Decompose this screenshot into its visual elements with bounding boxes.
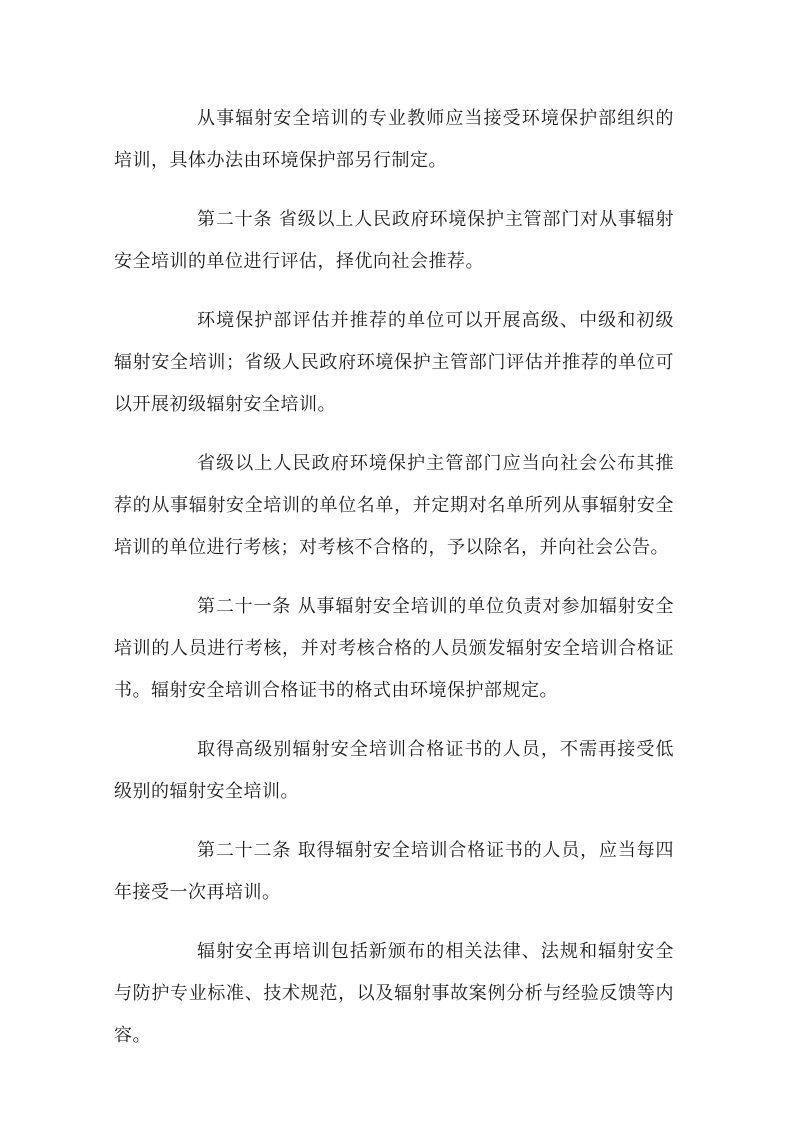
paragraph: 辐射安全再培训包括新颁布的相关法律、法规和辐射安全与防护专业标准、技术规范，以及辐射事故案例分析与经验反馈等内容。	[114, 941, 674, 1046]
paragraph: 省级以上人民政府环境保护主管部门应当向社会公布其推荐的从事辐射安全培训的单位名单，并定期对名单所列从事辐射安全培训的单位进行考核；对考核不合格的，予以除名，并向社会公告。	[114, 453, 674, 558]
article-20-paragraph: 第二十条 省级以上人民政府环境保护主管部门对从事辐射安全培训的单位进行评估，择优向社会推荐。	[114, 209, 674, 272]
paragraph: 从事辐射安全培训的专业教师应当接受环境保护部组织的培训，具体办法由环境保护部另行制定。	[114, 108, 674, 171]
paragraph: 环境保护部评估并推荐的单位可以开展高级、中级和初级辐射安全培训；省级人民政府环境保护主管部门评估并推荐的单位可以开展初级辐射安全培训。	[114, 310, 674, 415]
article-22-paragraph: 第二十二条 取得辐射安全培训合格证书的人员，应当每四年接受一次再培训。	[114, 840, 674, 903]
paragraph: 取得高级别辐射安全培训合格证书的人员，不需再接受低级别的辐射安全培训。	[114, 739, 674, 802]
document-body	[114, 98, 674, 1057]
article-21-paragraph: 第二十一条 从事辐射安全培训的单位负责对参加辐射安全培训的人员进行考核，并对考核合格的人员颁发辐射安全培训合格证书。辐射安全培训合格证书的格式由环境保护部规定。	[114, 596, 674, 701]
